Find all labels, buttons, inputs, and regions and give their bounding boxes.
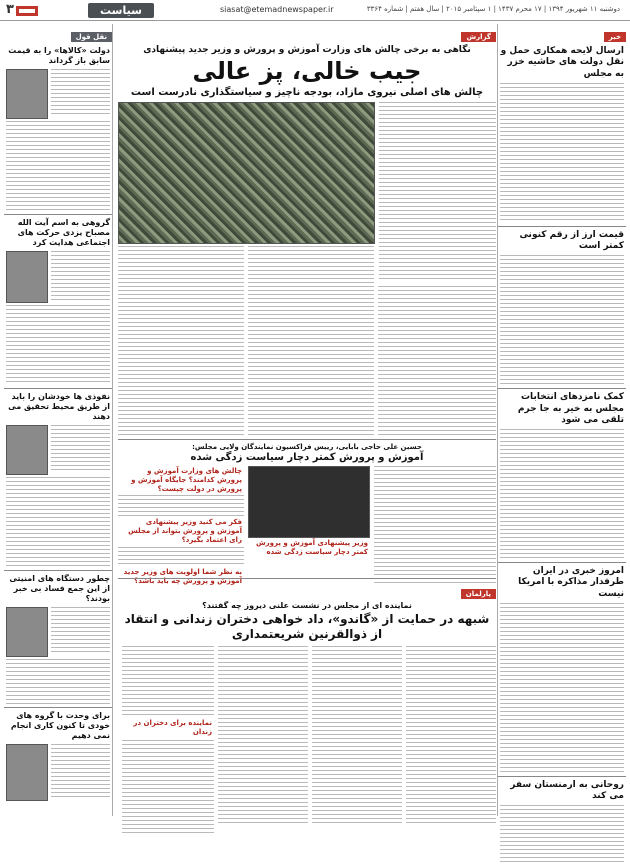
interview-question: فکر می کنید وزیر پیشنهادی آموزش و پرورش بتواند از مجلس رای اعتماد بگیرد؟ [128,518,242,545]
story-body [51,69,110,117]
interview-question: به نظر شما اولویت های وزیر جدید آموزش و پرورش چه باید باشد؟ [123,567,242,585]
section-subheading: نماینده برای دختران در زندان [133,719,212,736]
story-body [500,255,624,385]
article-body [122,740,214,835]
portrait-photo [6,607,48,657]
article-body [118,246,244,436]
story-body [500,83,624,223]
story-body [51,607,110,655]
story-body [51,744,110,799]
story-body [6,305,110,385]
parliament-photo [118,102,375,244]
story-body [6,477,110,567]
article-body [248,246,374,436]
interview-body [374,466,496,586]
story-title: ارسال لایحه همکاری حمل و نقل دولت های حاشیه خزر به مجلس [500,46,624,79]
main-story [118,24,496,585]
interview-intro: حسین علی حاجی بابایی، رییس فراکسیون نمایندگان ولایی مجلس: [192,443,422,451]
article-body [406,646,496,826]
headline: شبهه در حمایت از «گاندو»، داد خواهی دختران زندانی و انتقاد از ذوالقرنین شریعتمداری [124,612,490,641]
report-label: گزارش [461,32,496,42]
story-body [500,805,624,865]
interview-subtitle: وزیر پیشنهادی آموزش و پرورش کمتر دچار سیاست زدگی شده [255,539,368,557]
right-news-column [497,24,626,816]
story-title: برای وحدت با گروه های خودی تا کنون کاری انجام نمی دهیم [10,711,110,740]
website-address[interactable]: siasat@etemadnewspaper.ir [220,5,334,14]
story-title: روحانی به ارمنستان سفر می کند [510,779,624,801]
story-title: گروهی به اسم آیت الله مصباح یزدی حرکت های اجتماعی هدایت کرد [17,218,110,247]
story-body [51,425,110,473]
supertitle: نماینده ای از مجلس در نشست علنی دیروز چه گفتند؟ [202,601,412,610]
portrait-photo [6,744,48,801]
supertitle: نگاهی به برخی چالش های وزارت آموزش و پرورش و وزیر جدید پیشنهادی [143,45,471,55]
article-body [122,646,214,716]
story-title: دولت «کالاها» را به قیمت سابق باز گرداند [8,46,110,65]
story-body [500,603,624,773]
interview-body [118,495,244,517]
story-title: امروز خبری در ایران طرفدار مذاکره با امریکا نیست [518,566,624,599]
portrait-photo [6,425,48,475]
portrait-photo [6,69,48,119]
news-label: خبر [604,32,626,42]
parliament-label: پارلمان [461,589,496,599]
article-body [379,102,496,282]
page-header [0,0,630,21]
date-line: دوشنبه ۱۱ شهریور ۱۳۹۴ | ۱۷ محرم ۱۴۳۷ | ۱ سپتامبر ۲۰۱۵ | سال هفتم | شماره ۳۳۶۴ [366,5,620,13]
story-title: قیمت ارز از رقم کنونی کمتر است [519,229,624,251]
story-body [6,659,110,704]
article-body [312,646,402,826]
story-title: کمک نامزدهای انتخابات مجلس به خیر به جا جرم تلقی می شود [517,392,624,425]
subtitle: چالش های اصلی نیروی مازاد، بودجه ناچیز و سیاستگذاری نادرست است [130,87,484,98]
bottom-story [118,578,496,817]
interview-body [118,547,244,567]
quote-label: نقل قول [71,32,112,42]
article-body [378,286,496,436]
headline: جیب خالی، پز عالی [192,57,422,85]
portrait-photo [6,251,48,303]
interviewee-photo [248,466,370,538]
story-body [6,121,110,211]
interview-question: چالش های وزارت آموزش و پرورش کدامند؟ جایگاه آموزش و پرورش در دولت چیست؟ [131,467,242,494]
page-number: ۳ [6,2,14,17]
story-body [500,429,624,559]
section-badge: سیاست [88,3,154,18]
newspaper-logo-icon [16,3,40,22]
story-title: نفوذی ها خودشان را باید از طریق محیط تحقیق می دهند [8,392,110,421]
article-body [218,646,308,826]
story-body [51,251,110,301]
left-quotes-column [4,24,113,816]
story-title: چطور دستگاه های امنیتی از این جمع فساد بی خبر بودند؟ [9,574,110,603]
interview-title: آموزش و پرورش کمتر دچار سیاست زدگی شده [190,452,424,463]
